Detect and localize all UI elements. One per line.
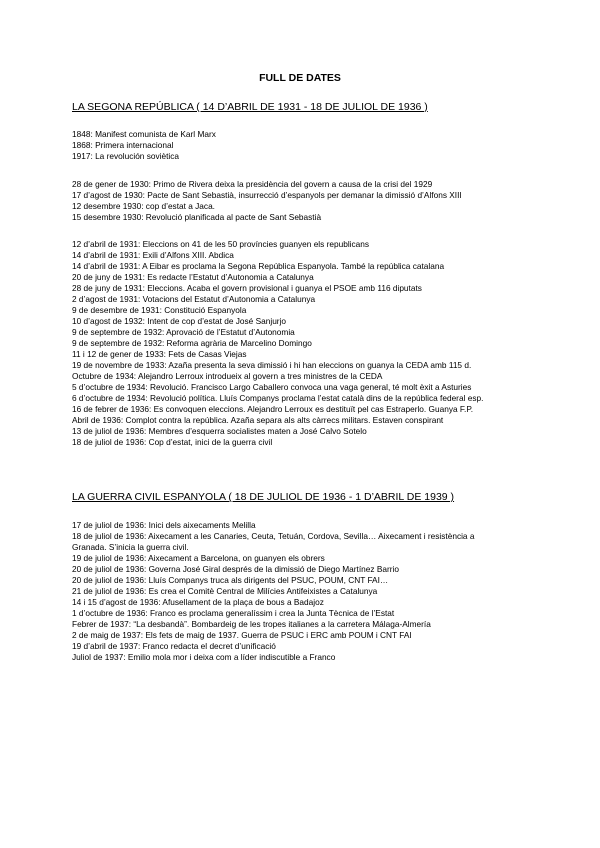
- list-item: 2 de maig de 1937: Els fets de maig de 1937. Guerra de PSUC i ERC amb POUM i CNT FAI: [72, 630, 412, 640]
- section-heading-segona-republica: LA SEGONA REPÚBLICA ( 14 D’ABRIL DE 1931 - 18 DE JULIOL DE 1936 ): [72, 101, 428, 113]
- list-item: 9 de septembre de 1932: Aprovació de l’Estatut d’Autonomia: [72, 327, 295, 337]
- list-item: 14 i 15 d’agost de 1936: Afusellament de la plaça de bous a Badajoz: [72, 597, 324, 607]
- list-item: 13 de juliol de 1936: Membres d’esquerra socialistes maten a José Calvo Sotelo: [72, 426, 367, 436]
- list-item: 6 d’octubre de 1934: Revolució política. Lluís Companys proclama l’estat català dins de la república federal esp.: [72, 393, 484, 403]
- list-item: 9 de septembre de 1932: Reforma agrària de Marcelino Domingo: [72, 338, 312, 348]
- page-title: FULL DE DATES: [259, 72, 341, 84]
- list-group-antecedents: [72, 129, 532, 162]
- section-heading-guerra-civil: LA GUERRA CIVIL ESPANYOLA ( 18 DE JULIOL DE 1936 - 1 D’ABRIL DE 1939 ): [72, 491, 455, 503]
- list-item: Abril de 1936: Complot contra la república. Azaña separa als alts càrrecs militars. Estaven conspirant: [72, 415, 444, 425]
- list-group-1930: [72, 179, 532, 223]
- list-item: Febrer de 1937: “La desbandà”. Bombardeig de les tropes italianes a la carretera Málaga-Almería: [72, 619, 431, 629]
- list-item: 17 de juliol de 1936: Inici dels aixecaments Melilla: [72, 520, 256, 530]
- list-item: 18 de juliol de 1936: Cop d’estat, inici de la guerra civil: [72, 437, 273, 447]
- list-item: 17 d’agost de 1930: Pacte de Sant Sebastià, insurrecció d’espanyols per demanar la dimissió d’Alfons XIII: [72, 190, 462, 200]
- list-item: 28 de gener de 1930: Primo de Rivera deixa la presidència del govern a causa de la crisi del 1929: [72, 179, 433, 189]
- list-item: 10 d’agost de 1932: Intent de cop d’estat de José Sanjurjo: [72, 316, 287, 326]
- list-item: 20 de juliol de 1936: Lluís Companys truca als dirigents del PSUC, POUM, CNT FAI…: [72, 575, 389, 585]
- list-item: 19 de juliol de 1936: Aixecament a Barcelona, on guanyen els obrers: [72, 553, 325, 563]
- list-item: 15 desembre 1930: Revolució planificada al pacte de Sant Sebastià: [72, 212, 322, 222]
- list-item: 12 d’abril de 1931: Eleccions on 41 de les 50 províncies guanyen els republicans: [72, 239, 370, 249]
- list-item: 12 desembre 1930: cop d’estat a Jaca.: [72, 201, 215, 211]
- list-item: 16 de febrer de 1936: Es convoquen eleccions. Alejandro Lerroux es destituït pel cas Estraperlo. Guanya F.P.: [72, 404, 474, 414]
- list-item: 19 de novembre de 1933: Azaña presenta la seva dimissió i hi han eleccions on guanya la CEDA amb 115 d.: [72, 360, 472, 370]
- list-item: 14 d’abril de 1931: Exili d’Alfons XIII. Abdica: [72, 250, 234, 260]
- list-item: 11 i 12 de gener de 1933: Fets de Casas Viejas: [72, 349, 247, 359]
- list-item: 1917: La revolución soviètica: [72, 151, 180, 161]
- list-item: 28 de juny de 1931: Eleccions. Acaba el govern provisional i guanya el PSOE amb 116 diputats: [72, 283, 422, 293]
- list-item: 20 de juny de 1931: Es redacte l’Estatut d’Autonomia a Catalunya: [72, 272, 314, 282]
- list-item: 19 d’abril de 1937: Franco redacta el decret d’unificació: [72, 641, 276, 651]
- list-item: 20 de juliol de 1936: Governa José Giral després de la dimissió de Diego Martínez Barrio: [72, 564, 399, 574]
- list-item: Octubre de 1934: Alejandro Lerroux introdueix al govern a tres ministres de la CEDA: [72, 371, 383, 381]
- list-item: 1848: Manifest comunista de Karl Marx: [72, 129, 216, 139]
- list-item: Granada. S’inicia la guerra civil.: [72, 542, 189, 552]
- list-group-republica: [72, 239, 532, 448]
- list-item: 9 de desembre de 1931: Constitució Espanyola: [72, 305, 247, 315]
- list-item: 14 d’abril de 1931: A Eibar es proclama la Segona República Espanyola. També la república catalana: [72, 261, 445, 271]
- list-group-guerra-civil: [72, 520, 532, 663]
- list-item: 1 d’octubre de 1936: Franco es proclama generalíssim i crea la Junta Tècnica de l’Estat: [72, 608, 395, 618]
- list-item: 5 d’octubre de 1934: Revolució. Francisco Largo Caballero convoca una vaga general, té molt èxit a Asturies: [72, 382, 472, 392]
- list-item: 18 de juliol de 1936: Aixecament a les Canaries, Ceuta, Tetuán, Cordova, Sevilla… Aixecament i resistència a: [72, 531, 475, 541]
- list-item: 21 de juliol de 1936: Es crea el Comitè Central de Milícies Antifeixistes a Catalunya: [72, 586, 378, 596]
- list-item: 2 d’agost de 1931: Votacions del Estatut d’Autonomia a Catalunya: [72, 294, 316, 304]
- list-item: Juliol de 1937: Emilio mola mor i deixa com a líder indiscutible a Franco: [72, 652, 336, 662]
- list-item: 1868: Primera internacional: [72, 140, 174, 150]
